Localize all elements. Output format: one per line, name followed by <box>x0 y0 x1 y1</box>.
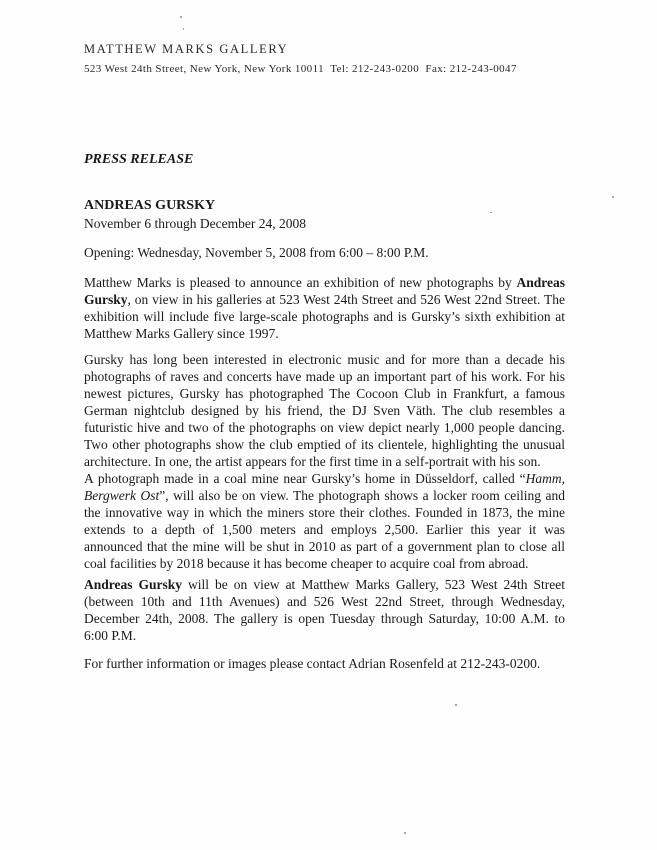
artwork-title: Hamm, Bergwerk Ost <box>84 471 565 503</box>
paragraph-intro <box>84 274 565 342</box>
scan-speck <box>183 28 184 30</box>
paragraph-intro-text: Matthew Marks is pleased to announce an exhibition of new photographs by <box>84 275 512 290</box>
artist-name: ANDREAS GURSKY <box>84 198 216 213</box>
paragraph-coal-mine <box>84 470 565 572</box>
paragraph-on-view-artist: Andreas Gursky <box>84 577 183 592</box>
paragraph-intro-artist: Andreas Gursky <box>84 275 565 307</box>
scan-speck <box>404 832 406 834</box>
paragraph-intro-rest: , on view in his galleries at 523 West 24th Street and 526 West 22nd Street. The exhibition will include five large-scale photographs and is Gursky’s sixth exhibition at Matthew Marks Gallery since 1997. <box>84 292 565 341</box>
paragraph-contact: For further information or images please contact Adrian Rosenfeld at 212-243-0200. <box>84 656 541 671</box>
gallery-name: MATTHEW MARKS GALLERY <box>84 42 289 56</box>
scan-speck <box>180 16 182 18</box>
gallery-phone: Tel: 212-243-0200 <box>330 63 420 75</box>
opening-reception: Opening: Wednesday, November 5, 2008 from 6:00 – 8:00 P.M. <box>84 245 429 260</box>
exhibition-dates: November 6 through December 24, 2008 <box>84 216 306 231</box>
paragraph-on-view-rest: will be on view at Matthew Marks Gallery, 523 West 24th Street (between 10th and 11th Avenues) and 526 West 22nd Street, through Wednesday, December 24th, 2008. The gallery is open Tuesday through Saturday, 10:00 A.M. to 6:00 P.M. <box>84 577 565 643</box>
gallery-fax: Fax: 212-243-0047 <box>425 63 517 75</box>
paragraph-coal-mine-rest: ”, will also be on view. The photograph shows a locker room ceiling and the innovative way in which the miners store their clothes. Founded in 1873, the mine extends to a depth of 1,500 meters and employs 2,500. Earlier this year it was announced that the mine will be shut in 2010 as part of a government plan to close all coal facilities by 2018 because it has become cheaper to acquire coal from abroad. <box>84 488 565 571</box>
scan-speck <box>490 212 492 213</box>
paragraph-on-view <box>84 576 565 644</box>
scan-speck <box>455 704 457 706</box>
paragraph-music: Gursky has long been interested in electronic music and for more than a decade his photographs of raves and concerts have made up an important part of his work. For his newest pictures, Gursky has photographed The Cocoon Club in Frankfurt, a famous German nightclub designed by his friend, the DJ Sven Väth. The club resembles a futuristic hive and two of the photographs on view depict nearly 1,000 people dancing. Two other photographs show the club emptied of its clientele, highlighting the unusual architecture. In one, the artist appears for the first time in a self-portrait with his son. <box>84 352 565 469</box>
gallery-contact-line <box>84 63 517 75</box>
gallery-address: 523 West 24th Street, New York, New York 10011 <box>84 63 324 75</box>
scan-speck <box>612 196 614 198</box>
document-heading: PRESS RELEASE <box>84 152 194 167</box>
paragraph-coal-mine-text: A photograph made in a coal mine near Gursky’s home in Düsseldorf, called “ <box>84 471 526 486</box>
